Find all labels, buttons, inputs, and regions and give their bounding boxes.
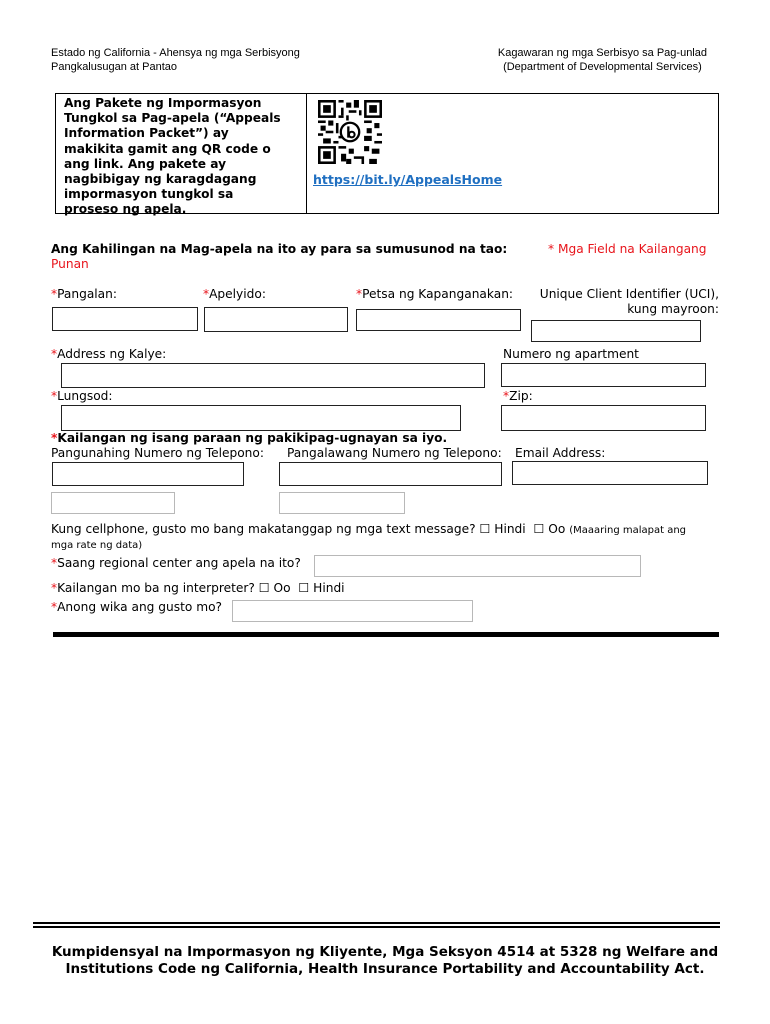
regional-center-field[interactable] bbox=[314, 555, 641, 577]
confidentiality-footer bbox=[0, 944, 770, 978]
apartment-input[interactable] bbox=[502, 364, 705, 386]
primary-phone-field[interactable] bbox=[52, 462, 244, 486]
sms-yes-checkbox[interactable]: ☐ bbox=[533, 522, 545, 536]
last-name-input[interactable] bbox=[205, 308, 347, 331]
interpreter-no-checkbox[interactable]: ☐ bbox=[298, 581, 310, 595]
first-name-field[interactable] bbox=[52, 307, 198, 331]
interpreter-row bbox=[51, 581, 345, 596]
sms-rate-note: (Maaaring malapat ang bbox=[569, 525, 687, 536]
regional-center-text: Saang regional center ang apela na ito? bbox=[57, 556, 301, 570]
zip-field[interactable] bbox=[501, 405, 706, 431]
required-asterisk: * bbox=[51, 389, 58, 403]
required-asterisk: * bbox=[51, 600, 58, 614]
footer-line2: Institutions Code ng California, Health Insurance Portability and Accountability Act. bbox=[65, 961, 705, 977]
street-address-label bbox=[51, 347, 166, 362]
request-heading: Ang Kahilingan na Mag-apela na ito ay para sa sumusunod na tao: bbox=[51, 242, 508, 256]
primary-phone-input[interactable] bbox=[53, 463, 243, 485]
first-name-label bbox=[51, 287, 117, 302]
regional-center-label bbox=[51, 556, 301, 571]
city-input[interactable] bbox=[62, 406, 460, 430]
interpreter-no-label: Hindi bbox=[313, 581, 345, 595]
agency-name-line2: Pangkalusugan at Pantao bbox=[51, 61, 177, 73]
required-fields-note-cont: Punan bbox=[51, 257, 89, 271]
department-header-right bbox=[498, 46, 707, 74]
department-name-line2: (Department of Developmental Services) bbox=[503, 61, 702, 73]
first-name-input[interactable] bbox=[53, 308, 197, 330]
required-asterisk: * bbox=[51, 287, 58, 301]
city-label bbox=[51, 389, 113, 404]
uci-label-line2: kung mayroon: bbox=[627, 302, 719, 316]
agency-name-line1: Estado ng California - Ahensya ng mga Serbisyong bbox=[51, 47, 300, 59]
zip-input[interactable] bbox=[502, 406, 705, 430]
contact-required-text: Kailangan ng isang paraan ng pakikipag-ugnayan sa iyo. bbox=[57, 431, 448, 445]
last-name-field[interactable] bbox=[204, 307, 348, 332]
footer-rule-top bbox=[33, 922, 720, 924]
info-box-divider bbox=[306, 94, 307, 213]
appeals-info-box bbox=[55, 93, 719, 217]
first-name-text: Pangalan: bbox=[57, 287, 117, 301]
contact-required-label bbox=[51, 431, 447, 446]
language-input[interactable] bbox=[233, 602, 472, 622]
street-address-field[interactable] bbox=[61, 363, 485, 388]
secondary-phone-label: Pangalawang Numero ng Telepono: bbox=[287, 446, 502, 460]
appeals-link[interactable]: https://bit.ly/AppealsHome bbox=[313, 172, 503, 187]
email-label: Email Address: bbox=[515, 446, 606, 460]
qr-code-icon[interactable] bbox=[318, 100, 382, 164]
last-name-text: Apelyido: bbox=[209, 287, 266, 301]
required-asterisk: * bbox=[203, 287, 210, 301]
secondary-phone-input[interactable] bbox=[280, 463, 501, 485]
last-name-label bbox=[203, 287, 266, 302]
city-field[interactable] bbox=[61, 405, 461, 431]
appeals-info-text: Ang Pakete ng Impormasyon Tungkol sa Pag-apela (“Appeals Information Packet”) ay makikita gamit ang QR code o ang link. Ang pakete ay nagbibigay ng karagdagang impormasyon tungkol sa proseso ng apela. bbox=[64, 96, 281, 217]
secondary-phone-extra-field[interactable] bbox=[279, 492, 405, 514]
sms-question-row bbox=[51, 522, 686, 538]
apartment-field[interactable] bbox=[501, 363, 706, 387]
primary-phone-extra-field[interactable] bbox=[51, 492, 175, 514]
required-asterisk: * bbox=[356, 287, 363, 301]
street-address-text: Address ng Kalye: bbox=[57, 347, 167, 361]
footer-rule-bottom bbox=[33, 926, 720, 928]
sms-rate-note-cont: mga rate ng data) bbox=[51, 540, 143, 551]
regional-center-input[interactable] bbox=[315, 557, 640, 577]
sms-no-label: Hindi bbox=[494, 522, 526, 536]
birth-date-field[interactable] bbox=[356, 309, 521, 331]
email-input[interactable] bbox=[513, 462, 707, 484]
secondary-phone-extra-input[interactable] bbox=[280, 494, 404, 514]
interpreter-text: Kailangan mo ba ng interpreter? bbox=[57, 581, 255, 595]
uci-label-line1: Unique Client Identifier (UCI), bbox=[539, 287, 719, 301]
interpreter-yes-checkbox[interactable]: ☐ bbox=[258, 581, 270, 595]
primary-phone-extra-input[interactable] bbox=[52, 494, 174, 514]
city-text: Lungsod: bbox=[57, 389, 113, 403]
language-field[interactable] bbox=[232, 600, 473, 622]
sms-yes-label: Oo bbox=[548, 522, 566, 536]
required-fields-note: * Mga Field na Kailangang bbox=[548, 242, 707, 256]
department-name-line1: Kagawaran ng mga Serbisyo sa Pag-unlad bbox=[497, 47, 707, 59]
required-asterisk: * bbox=[503, 389, 510, 403]
secondary-phone-field[interactable] bbox=[279, 462, 502, 486]
required-asterisk: * bbox=[51, 581, 58, 595]
interpreter-yes-label: Oo bbox=[273, 581, 291, 595]
footer-line1: Kumpidensyal na Impormasyon ng Kliyente, Mga Seksyon 4514 at 5328 ng Welfare and bbox=[51, 944, 719, 960]
required-asterisk: * bbox=[51, 431, 58, 445]
required-asterisk: * bbox=[51, 556, 58, 570]
primary-phone-label: Pangunahing Numero ng Telepono: bbox=[51, 446, 264, 460]
uci-input[interactable] bbox=[532, 322, 700, 342]
zip-text: Zip: bbox=[509, 389, 533, 403]
uci-field[interactable] bbox=[531, 320, 701, 342]
sms-question-text: Kung cellphone, gusto mo bang makatanggap ng mga text message? bbox=[51, 522, 476, 536]
uci-label bbox=[540, 287, 719, 317]
birth-date-text: Petsa ng Kapanganakan: bbox=[362, 287, 514, 301]
agency-header-left bbox=[51, 46, 300, 74]
zip-label bbox=[503, 389, 533, 404]
birth-date-label bbox=[356, 287, 513, 302]
birth-date-input[interactable] bbox=[357, 311, 520, 331]
apartment-label: Numero ng apartment bbox=[503, 347, 639, 361]
street-address-input[interactable] bbox=[62, 364, 484, 387]
required-asterisk: * bbox=[51, 347, 58, 361]
email-field[interactable] bbox=[512, 461, 708, 485]
language-label bbox=[51, 600, 222, 615]
language-text: Anong wika ang gusto mo? bbox=[57, 600, 223, 614]
sms-no-checkbox[interactable]: ☐ bbox=[479, 522, 491, 536]
section-divider bbox=[53, 632, 719, 637]
